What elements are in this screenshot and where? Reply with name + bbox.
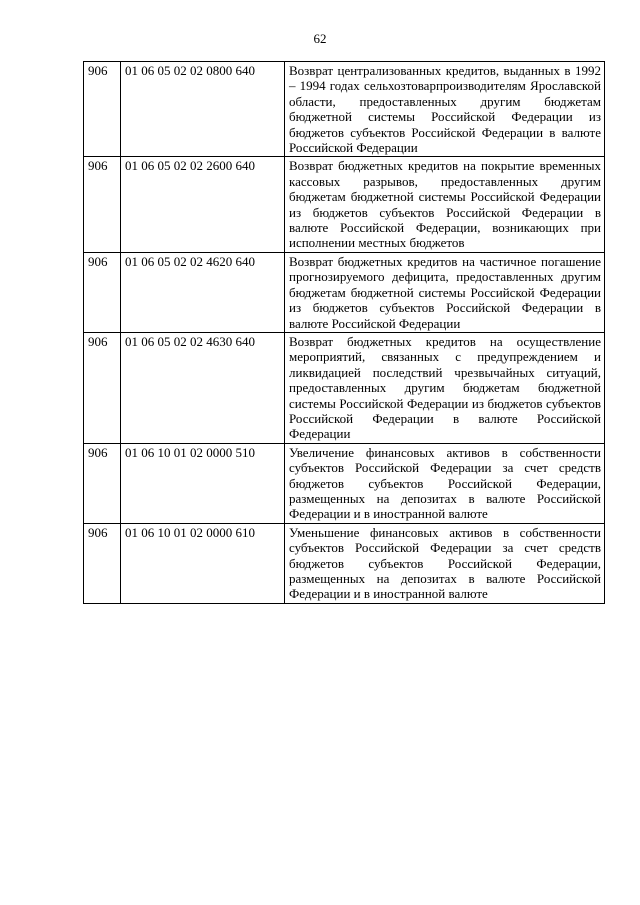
classification-code-cell: 01 06 10 01 02 0000 610 xyxy=(121,523,285,603)
admin-code-cell: 906 xyxy=(84,523,121,603)
classification-code-cell: 01 06 05 02 02 2600 640 xyxy=(121,157,285,252)
source-name-cell: Возврат централизованных кредитов, выданных в 1992 – 1994 годах сельхозтоварпроизводителям Ярославской области, предоставленных другим бюджетам бюджетной системы Российской Федерации из бюджетов субъектов Российской Федерации в валюте Российской Федерации xyxy=(285,62,605,157)
source-name-cell: Возврат бюджетных кредитов на покрытие временных кассовых разрывов, предоставленных другим бюджетам бюджетной системы Российской Федерации из бюджетов субъектов Российской Федерации в валюте Российской Федерации, возникающих при исполнении местных бюджетов xyxy=(285,157,605,252)
classification-code-cell: 01 06 05 02 02 4630 640 xyxy=(121,332,285,443)
classification-code-cell: 01 06 05 02 02 0800 640 xyxy=(121,62,285,157)
admin-code-cell: 906 xyxy=(84,62,121,157)
table-row xyxy=(84,523,605,603)
page-number: 62 xyxy=(313,31,327,46)
classification-code-cell: 01 06 05 02 02 4620 640 xyxy=(121,252,285,332)
table-row xyxy=(84,443,605,523)
admin-code-cell: 906 xyxy=(84,332,121,443)
budget-classification-table xyxy=(83,61,605,604)
admin-code-cell: 906 xyxy=(84,252,121,332)
table-row xyxy=(84,157,605,252)
source-name-cell: Уменьшение финансовых активов в собственности субъектов Российской Федерации за счет средств бюджетов субъектов Российской Федерации, размещенных на депозитах в валюте Российской Федерации и в иностранной валюте xyxy=(285,523,605,603)
admin-code-cell: 906 xyxy=(84,157,121,252)
source-name-cell: Увеличение финансовых активов в собственности субъектов Российской Федерации за счет средств бюджетов субъектов Российской Федерации, размещенных на депозитах в валюте Российской Федерации и в иностранной валюте xyxy=(285,443,605,523)
table-row xyxy=(84,252,605,332)
source-name-cell: Возврат бюджетных кредитов на осуществление мероприятий, связанных с предупреждением и ликвидацией последствий чрезвычайных ситуаций, предоставленных другим бюджетам бюджетной системы Российской Федерации из бюджетов субъектов Российской Федерации в валюте Российской Федерации xyxy=(285,332,605,443)
admin-code-cell: 906 xyxy=(84,443,121,523)
source-name-cell: Возврат бюджетных кредитов на частичное погашение прогнозируемого дефицита, предоставленных другим бюджетам бюджетной системы Российской Федерации из бюджетов субъектов Российской Федерации в валюте Российской Федерации xyxy=(285,252,605,332)
table-row xyxy=(84,332,605,443)
table-row xyxy=(84,62,605,157)
classification-code-cell: 01 06 10 01 02 0000 510 xyxy=(121,443,285,523)
